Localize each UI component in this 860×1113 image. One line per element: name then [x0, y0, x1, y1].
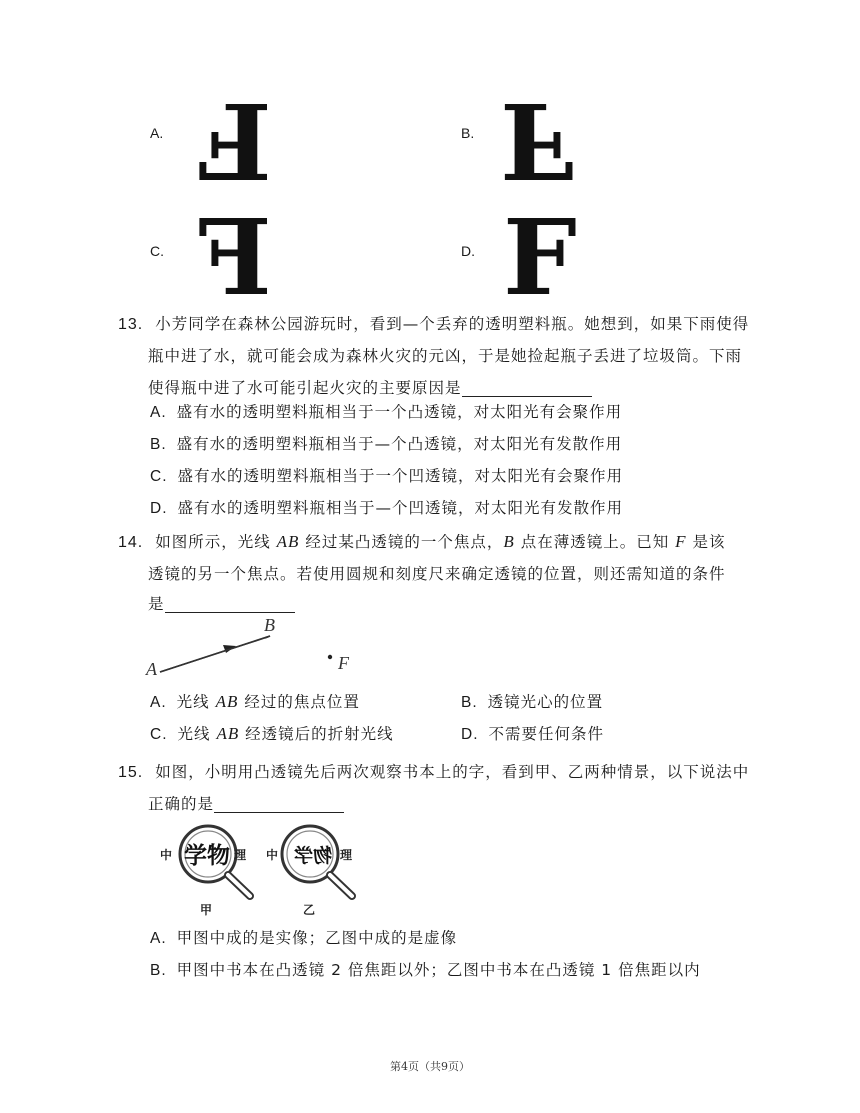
q15-line1: 如图，小明用凸透镜先后两次观察书本上的字，看到甲、乙两种情景，以下说法中: [155, 763, 750, 781]
q14-option-b: [461, 690, 603, 712]
q13-option-b-key: B.: [150, 436, 167, 453]
point-b-label: B: [264, 615, 275, 635]
q13-line1: 小芳同学在森林公园游玩时，看到—个丢弃的透明塑料瓶。她想到，如果下雨使得: [155, 315, 750, 333]
q14-option-a-pre: 光线: [176, 693, 210, 711]
q15-magnifier-figure: [150, 818, 380, 918]
q14-line1-ab: AB: [276, 532, 300, 551]
q13-number: 13.: [118, 316, 144, 333]
q12-option-a-label: A.: [150, 125, 164, 141]
q12-option-b-label: B.: [461, 125, 475, 141]
q15-option-a-text: 甲图中成的是实像；乙图中成的是虚像: [176, 929, 458, 947]
q15-fig-right-char-2: 理: [340, 848, 353, 862]
q14-option-a-post: 经过的焦点位置: [244, 693, 360, 711]
q13-option-a-text: 盛有水的透明塑料瓶相当于一个凸透镜，对太阳光有会聚作用: [176, 403, 623, 421]
q14-option-a-key: A.: [150, 694, 167, 711]
q15-option-a-key: A.: [150, 930, 167, 947]
q15-answer-blank: [214, 794, 344, 813]
q14-option-d-key: D.: [461, 726, 479, 743]
q14-line3: 是: [148, 595, 165, 613]
q14-line1-bpt: B: [503, 532, 515, 551]
q14-option-d: [461, 722, 604, 744]
q14-line1-b: 经过某凸透镜的一个焦点，: [305, 533, 504, 551]
q12-option-c-label: C.: [150, 243, 164, 259]
q14-option-a-ital: AB: [215, 692, 239, 711]
q15-option-b-key: B.: [150, 962, 167, 979]
q15-fig-right-char-1: 理: [234, 848, 247, 862]
q13-option-c: [150, 464, 623, 486]
q14-option-b-key: B.: [461, 694, 478, 711]
q15-lens2-text: 物学: [293, 845, 332, 867]
q15-lens1-text: 学物: [184, 843, 230, 869]
q14-option-c-key: C.: [150, 726, 168, 743]
q15-option-b: [150, 958, 701, 980]
point-a-label: A: [146, 659, 157, 679]
q13-line2: 瓶中进了水，就可能会成为森林火灾的元凶，于是她捡起瓶子丢进了垃圾筒。下雨: [148, 347, 743, 365]
q12-option-a-image: F: [198, 79, 272, 202]
q14-line2: 透镜的另一个焦点。若使用圆规和刻度尺来确定透镜的位置，则还需知道的条件: [148, 565, 726, 583]
q15-option-a: [150, 926, 457, 948]
q15-caption-jia: 甲: [200, 903, 213, 917]
q12-option-d-image: F: [503, 196, 577, 319]
q15-option-b-text: 甲图中书本在凸透镜 2 倍焦距以外；乙图中书本在凸透镜 1 倍焦距以内: [176, 961, 701, 979]
point-f-label: F: [338, 653, 349, 673]
q15-number: 15.: [118, 764, 144, 781]
q14-option-b-text: 透镜光心的位置: [487, 693, 604, 711]
q14-ray-diagram: [140, 612, 370, 682]
q15-line2: 正确的是: [148, 795, 215, 813]
q15-fig-left-char-2: 中: [266, 848, 279, 862]
q14-line1-d: 是该: [692, 533, 726, 551]
q13-line3: 使得瓶中进了水可能引起火灾的主要原因是: [148, 379, 462, 397]
q14-line1-c: 点在薄透镜上。已知: [520, 533, 670, 551]
q14-option-c-ital: AB: [216, 724, 240, 743]
q14-option-c: [150, 722, 394, 744]
q13-option-d-key: D.: [150, 500, 168, 517]
q14-line1-a: 如图所示，光线: [155, 533, 271, 551]
q14-option-a: [150, 690, 360, 712]
q12-option-c-image: F: [198, 196, 272, 319]
q13-option-b: [150, 432, 622, 454]
focus-point-f: [328, 655, 332, 659]
q12-option-b-image: F: [500, 79, 574, 202]
q14-option-c-post: 经透镜后的折射光线: [245, 725, 394, 743]
q13-option-c-text: 盛有水的透明塑料瓶相当于一个凹透镜，对太阳光有会聚作用: [177, 467, 624, 485]
q13-option-a-key: A.: [150, 404, 167, 421]
q14-number: 14.: [118, 534, 144, 551]
q14-option-c-pre: 光线: [177, 725, 211, 743]
q13-option-c-key: C.: [150, 468, 168, 485]
q14-option-d-text: 不需要任何条件: [488, 725, 605, 743]
q15-caption-yi: 乙: [303, 903, 316, 917]
q13-option-d: [150, 496, 623, 518]
q13-option-b-text: 盛有水的透明塑料瓶相当于—个凸透镜，对太阳光有发散作用: [176, 435, 623, 453]
q14-answer-blank: [165, 594, 295, 613]
q13-answer-blank: [462, 378, 592, 397]
page-footer: 第4页（共9页）: [390, 1060, 470, 1073]
q13-option-d-text: 盛有水的透明塑料瓶相当于—个凹透镜，对太阳光有发散作用: [177, 499, 624, 517]
q13-option-a: [150, 400, 622, 422]
q15-fig-left-char-1: 中: [160, 848, 173, 862]
q14-line1-f: F: [675, 532, 687, 551]
q12-option-d-label: D.: [461, 243, 475, 259]
